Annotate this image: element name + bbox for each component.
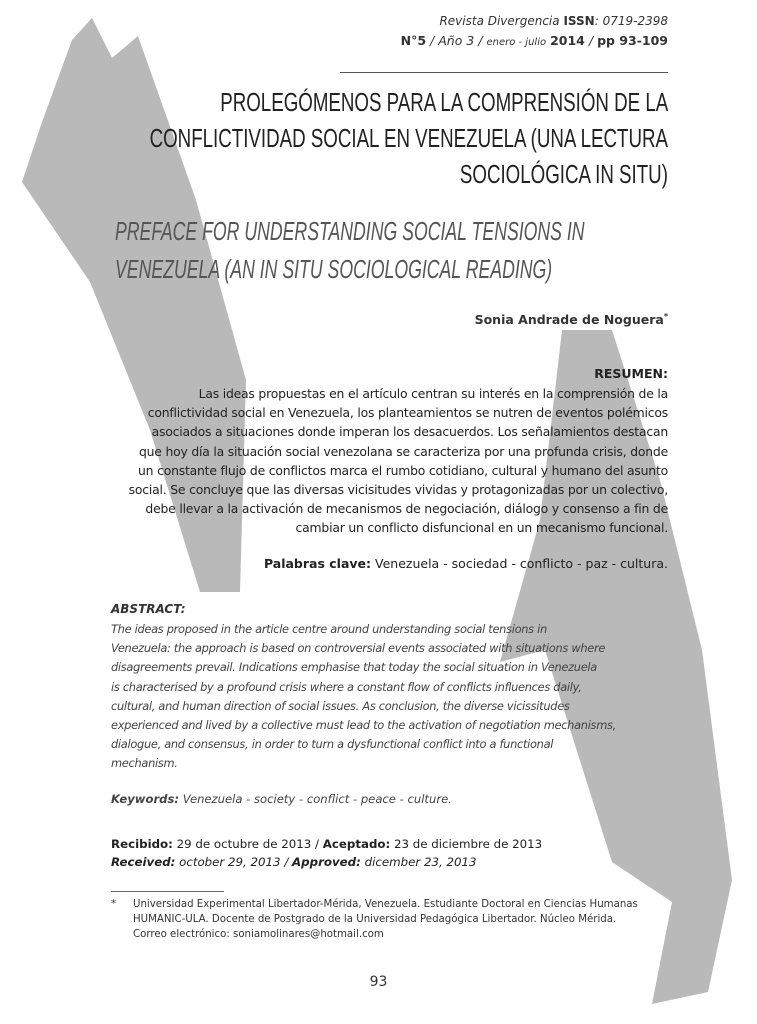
resumen-line: asociados a situaciones donde imperan los desacuerdos. Los señalamientos destacan — [151, 424, 668, 440]
resumen-line: debe llevar a la activación de mecanismos de negociación, diálogo y consenso a fin de — [145, 501, 668, 517]
abstract-line: cultural, and human direction of social issues. As conclusion, the diverse vicissitudes — [111, 698, 570, 713]
issn-label: ISSN — [563, 14, 595, 28]
author-footnote-mark: * — [663, 312, 668, 321]
palabras-clave-values: Venezuela - sociedad - conflicto - paz - cultura. — [375, 556, 668, 571]
period: enero - julio — [486, 37, 547, 48]
title-en-line: PREFACE FOR UNDERSTANDING SOCIAL TENSIONS IN — [115, 216, 585, 246]
abstract-line: Venezuela: the approach is based on controversial events associated with situations where — [111, 641, 606, 656]
title-es-line: CONFLICTIVIDAD SOCIAL EN VENEZUELA (UNA LECTURA — [149, 123, 668, 153]
keywords-values: Venezuela - society - conflict - peace - culture. — [182, 792, 452, 806]
palabras-clave-label: Palabras clave: — [263, 556, 372, 571]
dates-en — [111, 855, 476, 869]
abstract-heading: ABSTRACT: — [111, 602, 186, 616]
received-en-date: october 29, 2013 / — [179, 855, 289, 869]
resumen-line: cambiar un conflicto disfuncional en un mecanismo funcional. — [295, 520, 668, 536]
abstract-body — [111, 620, 616, 774]
resumen-body — [129, 384, 668, 538]
abstract-line: dialogue, and consensus, in order to turn a dysfunctional conflict into a functional — [111, 737, 554, 752]
received-label: Recibido: — [111, 837, 173, 851]
resumen-line: que hoy día la situación social venezolana se caracteriza por una profunda crisis, donde — [138, 443, 668, 459]
accepted-label: Aceptado: — [322, 837, 391, 851]
journal-header-line1: Revista Divergencia ISSN: 0719-2398 — [439, 14, 668, 28]
abstract-line: is characterised by a profound crisis where a constant flow of conflicts influences daily, — [111, 679, 582, 694]
volume-year: Año 3 — [438, 33, 475, 48]
palabras-clave — [264, 556, 668, 571]
keywords — [111, 792, 452, 806]
accepted-date: 23 de diciembre de 2013 — [393, 837, 543, 851]
issn: 0719-2398 — [602, 14, 668, 28]
abstract-line: disagreements prevail. Indications emphasise that today the social situation in Venezuela — [111, 660, 597, 675]
page-number: 93 — [369, 974, 388, 990]
journal-header-line2: N°5 / Año 3 / enero - julio 2014 / pp 93-109 — [400, 33, 668, 48]
resumen-line: un constante flujo de conflictos marca el rumbo cotidiano, cultural y humano del asunto — [138, 462, 668, 478]
header-rule — [340, 72, 668, 73]
resumen-line: Las ideas propuestas en el artículo centran su interés en la comprensión de la — [198, 386, 668, 401]
author-name: Sonia Andrade de Noguera — [474, 312, 664, 328]
year: 2014 — [550, 33, 585, 48]
footnote — [111, 897, 638, 942]
journal-name: Revista Divergencia — [439, 14, 560, 28]
resumen-line: conflictividad social en Venezuela, los planteamientos se nutren de eventos polémicos — [147, 405, 668, 421]
title-en-line: VENEZUELA (AN IN SITU SOCIOLOGICAL READING) — [115, 254, 553, 284]
title-es-line: PROLEGÓMENOS PARA LA COMPRENSIÓN DE LA — [219, 87, 668, 117]
abstract-line: experienced and lived by a collective must lead to the activation of negotiation mechanisms, — [111, 718, 616, 733]
issue: N°5 — [400, 33, 427, 48]
footnote-mark: * — [111, 899, 117, 910]
footnote-line: Universidad Experimental Libertador-Mérida, Venezuela. Estudiante Doctoral en Ciencias Humanas — [133, 899, 638, 910]
author — [475, 312, 668, 327]
received-en-label: Received: — [111, 855, 176, 869]
resumen-line: social. Se concluye que las diversas vicisitudes vividas y protagonizadas por un colectivo, — [128, 482, 668, 498]
approved-en-label: Approved: — [292, 855, 361, 869]
title-es-line: SOCIOLÓGICA IN SITU) — [459, 159, 668, 189]
abstract-line: The ideas proposed in the article centre around understanding social tensions in — [111, 622, 547, 636]
received-date: 29 de octubre de 2013 / — [176, 837, 320, 851]
footnote-rule — [111, 891, 224, 892]
keywords-label: Keywords: — [111, 792, 179, 806]
footnote-line: HUMANIC-ULA. Docente de Postgrado de la Universidad Pedagógica Libertador. Núcleo Mérida. — [133, 914, 617, 925]
pages: pp 93-109 — [597, 33, 668, 48]
dates-es — [111, 837, 542, 851]
resumen-heading: RESUMEN: — [594, 366, 668, 381]
footnote-line: Correo electrónico: soniamolinares@hotmail.com — [133, 929, 384, 940]
approved-en-date: dicember 23, 2013 — [364, 855, 477, 869]
abstract-line: mechanism. — [111, 756, 178, 771]
